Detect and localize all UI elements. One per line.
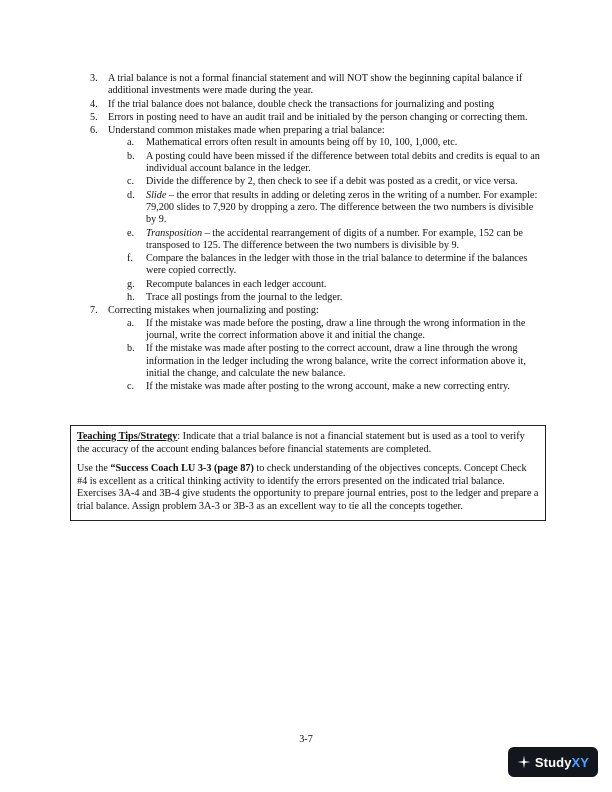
page-number: 3-7 <box>299 734 313 745</box>
sub-list-item <box>108 228 542 253</box>
sub-list-corrections <box>108 318 542 394</box>
tips-heading: Teaching Tips/Strategy <box>77 431 178 442</box>
sub-item-text: Recompute balances in each ledger account. <box>146 278 327 290</box>
list-item <box>86 73 542 98</box>
sub-item-letter: b. <box>127 150 135 162</box>
sub-list-item <box>108 292 542 304</box>
main-content <box>86 73 542 394</box>
sub-item-letter: c. <box>127 176 135 188</box>
tips-paragraph-2 <box>77 463 539 513</box>
sub-list-item <box>108 318 542 343</box>
sub-item-letter: h. <box>127 292 135 304</box>
sub-item-text: Mathematical errors often result in amounts being off by 10, 100, 1,000, etc. <box>146 137 458 149</box>
item-number: 4. <box>90 98 98 110</box>
sub-list-item <box>108 381 542 393</box>
plus-sparkle-icon <box>517 755 531 769</box>
term-transposition: Transposition <box>146 227 203 239</box>
term-slide: Slide <box>146 189 167 201</box>
brand-xy: XY <box>571 754 590 770</box>
sub-item-text: Compare the balances in the ledger with those in the trial balance to determine if the balances were copied correctly. <box>146 253 528 277</box>
sub-item-letter: a. <box>127 137 135 149</box>
item-text: A trial balance is not a formal financial statement and will NOT show the beginning capital balance if additional investments were made during the year. <box>108 73 523 97</box>
item-number: 7. <box>90 305 98 317</box>
sub-list-item <box>108 176 542 188</box>
sub-item-text: – the accidental rearrangement of digits of a number. For example, 152 can be transposed to 125. The difference between the two numbers is divisible by 9. <box>146 227 523 251</box>
studyxy-badge[interactable] <box>508 747 598 777</box>
sub-item-text: If the mistake was made after posting to the wrong account, make a new correcting entry. <box>146 381 510 393</box>
sub-list-item <box>108 137 542 149</box>
sub-item-letter: e. <box>127 227 135 239</box>
sub-list-item <box>108 279 542 291</box>
sub-item-letter: g. <box>127 278 135 290</box>
sub-item-letter: f. <box>127 253 133 265</box>
brand-study: Study <box>534 754 572 770</box>
tips-text-2b: to check understanding of the objectives concepts. Concept Check #4 is excellent as a critical thinking activity to identify the errors presented on the indicated trial balance. Exercises 3A-4 and 3B-4 give students the opportunity to prepare journal entries, post to the ledger and prepare a trial balance. Assign problem 3A-3 or 3B-3 as an excellent way to tie all the concepts together. <box>77 463 539 512</box>
list-item <box>86 125 542 304</box>
item-text: Correcting mistakes when journalizing and posting: <box>108 305 319 317</box>
tips-text-1: : Indicate that a trial balance is not a financial statement but is used as a tool to verify the accuracy of the account ending balances before financial statements are completed. <box>77 431 525 455</box>
sub-item-letter: c. <box>127 381 135 393</box>
sub-item-letter: b. <box>127 343 135 355</box>
sub-list-item <box>108 190 542 227</box>
list-item <box>86 99 542 111</box>
sub-item-text: If the mistake was made after posting to the correct account, draw a line through the wrong information in the ledger including the wrong balance, write the correct information above it, initial the change, and calculate the new balance. <box>146 343 526 379</box>
teaching-tips-box <box>70 425 546 521</box>
sub-item-text: Divide the difference by 2, then check to see if a debit was posted as a credit, or vice versa. <box>146 176 518 188</box>
sub-item-letter: a. <box>127 317 135 329</box>
tips-text-2a: Use the <box>77 463 111 475</box>
sub-item-text: Trace all postings from the journal to the ledger. <box>146 292 343 304</box>
tips-paragraph-1 <box>77 431 539 456</box>
sub-item-text: A posting could have been missed if the difference between total debits and credits is equal to an individual account balance in the ledger. <box>146 150 540 175</box>
list-item <box>86 112 542 124</box>
sub-list-item <box>108 253 542 278</box>
item-text: Understand common mistakes made when preparing a trial balance: <box>108 125 385 137</box>
item-number: 3. <box>90 73 98 84</box>
main-list <box>86 73 542 393</box>
sub-item-text: If the mistake was made before the posting, draw a line through the wrong information in the journal, write the correct information above it and initial the change. <box>146 317 526 341</box>
tips-success-coach: “Success Coach LU 3-3 (page 87) <box>110 463 254 475</box>
item-text: If the trial balance does not balance, double check the transactions for journalizing and posting <box>108 98 495 110</box>
sub-list-mistakes <box>108 137 542 304</box>
sub-item-text: – the error that results in adding or deleting zeros in the writing of a number. For example: 79,200 slides to 7,920 by dropping a zero. The difference between the two numbers is divisible by 9. <box>146 189 538 226</box>
sub-list-item <box>108 151 542 176</box>
sub-item-letter: d. <box>127 189 135 201</box>
brand-logo-text <box>535 755 589 770</box>
item-number: 6. <box>90 125 98 137</box>
item-number: 5. <box>90 111 98 123</box>
list-item <box>86 305 542 393</box>
sub-list-item <box>108 343 542 380</box>
item-text: Errors in posting need to have an audit trail and be initialed by the person changing or correcting them. <box>108 111 528 123</box>
